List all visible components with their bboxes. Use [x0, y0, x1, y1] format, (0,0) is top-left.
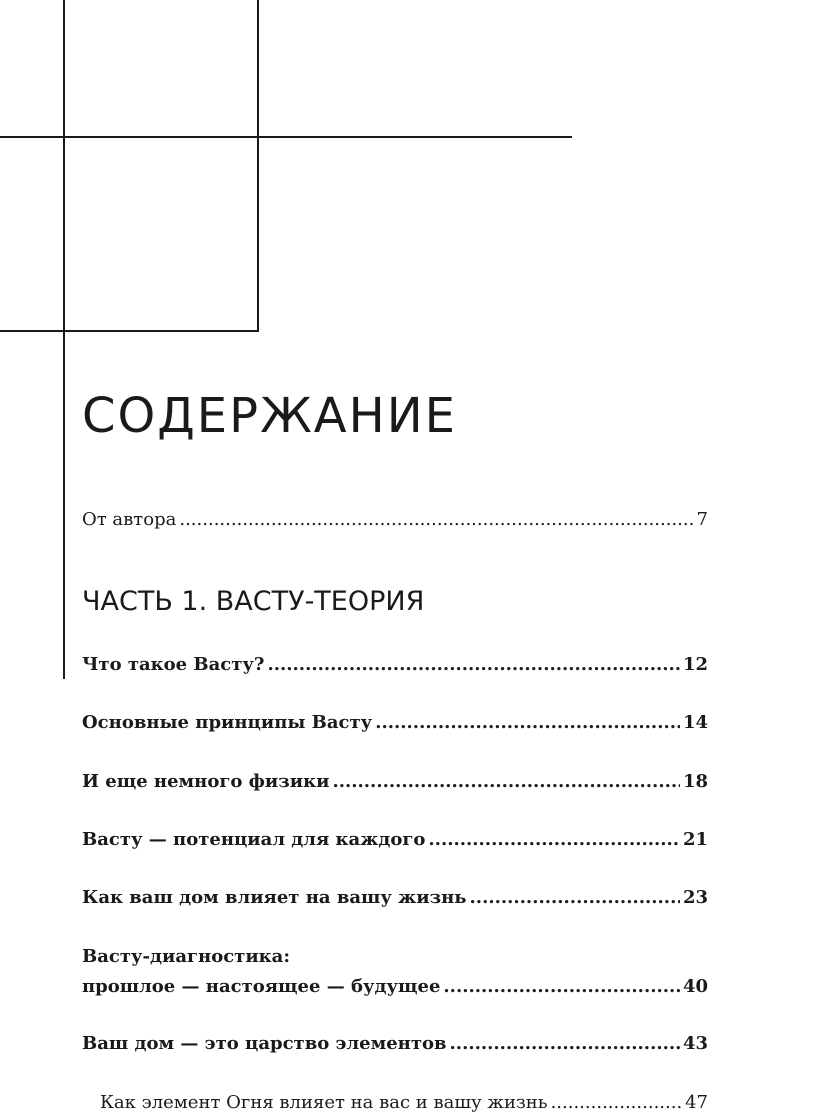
toc-page-number: 12: [682, 654, 708, 675]
toc-entry[interactable]: [82, 1029, 708, 1059]
toc-entry-label-line2: прошлое — настоящее — будущее: [82, 976, 441, 997]
toc-entry-label-line1: Васту-диагностика:: [82, 946, 290, 967]
toc-entry-label: Что такое Васту?: [82, 654, 265, 675]
toc-leader-dots: [179, 505, 693, 535]
toc-entry[interactable]: [82, 650, 708, 680]
part-title: ЧАСТЬ 1. ВАСТУ-ТЕОРИЯ: [82, 586, 425, 617]
toc-page-number: 47: [685, 1092, 708, 1113]
toc-page-number: 14: [682, 712, 708, 733]
toc-leader-dots: [375, 708, 680, 738]
horizontal-rule-bottom: [0, 330, 259, 332]
toc-sub-entry[interactable]: [100, 1088, 708, 1118]
toc-page-number: 23: [682, 887, 708, 908]
page-title: СОДЕРЖАНИЕ: [82, 388, 457, 444]
toc-entry-label: Васту — потенциал для каждого: [82, 829, 426, 850]
vertical-rule-right: [257, 0, 259, 331]
toc-leader-dots: [332, 767, 679, 797]
toc-entry-label: От автора: [82, 509, 177, 530]
toc-entry-label: Ваш дом — это царство элементов: [82, 1033, 447, 1054]
toc-page-number: 43: [682, 1033, 708, 1054]
toc-leader-dots: [443, 972, 680, 1002]
toc-entry[interactable]: [82, 767, 708, 797]
toc-entry[interactable]: [82, 708, 708, 738]
toc-leader-dots: [267, 650, 679, 680]
toc-page-number: 7: [696, 509, 708, 530]
toc-entry-label: Как элемент Огня влияет на вас и вашу жизнь: [100, 1092, 548, 1113]
toc-entry-from-author[interactable]: [82, 505, 708, 535]
toc-leader-dots: [551, 1088, 683, 1118]
toc-page-number: 18: [682, 771, 708, 792]
toc-entry-label: И еще немного физики: [82, 771, 330, 792]
toc-page-number: 21: [682, 829, 708, 850]
toc-entry[interactable]: [82, 825, 708, 855]
horizontal-rule-top: [0, 136, 572, 138]
vertical-rule-left: [63, 0, 65, 679]
toc-entry-label: Основные принципы Васту: [82, 712, 373, 733]
toc-entry[interactable]: [82, 883, 708, 913]
toc-leader-dots: [450, 1029, 680, 1059]
toc-entry-vastu-diagnostics[interactable]: [82, 942, 708, 1002]
toc-leader-dots: [428, 825, 680, 855]
toc-leader-dots: [470, 883, 680, 913]
toc-entry-label: Как ваш дом влияет на вашу жизнь: [82, 887, 467, 908]
toc-page-number: 40: [682, 976, 708, 997]
